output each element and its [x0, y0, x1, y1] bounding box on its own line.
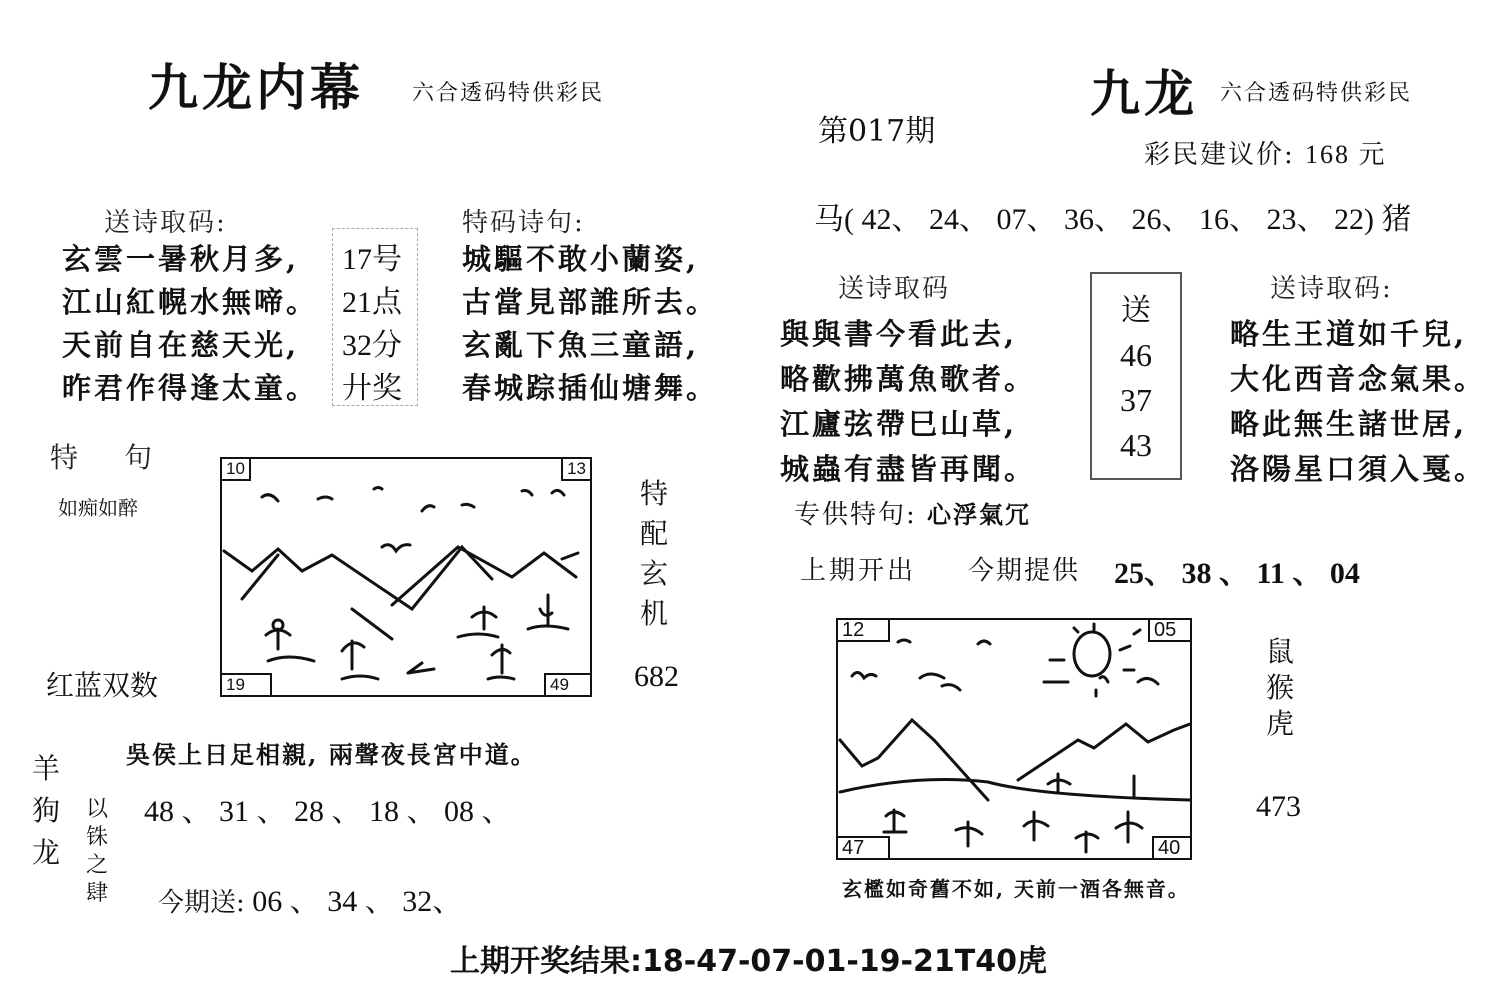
number: 04 — [1329, 557, 1360, 590]
right-verse: 玄檻如奇舊不如, 天前一酒各無音。 — [842, 877, 1190, 901]
result-value: 18-47-07-01-19-21T40虎 — [642, 944, 1047, 979]
zodiac-char: 龙 — [31, 836, 60, 869]
today-send-label: 今期送: — [158, 888, 245, 918]
right-poem-left-heading: 送诗取码 — [838, 274, 951, 304]
corner-number-bottom-left: 47 — [836, 836, 890, 860]
corner-number-bottom-right: 49 — [544, 673, 592, 697]
poem-line: 大化西音念氣果。 — [1230, 362, 1487, 396]
last-issue-label: 上期开出 — [800, 556, 917, 586]
left-side-vertical-text — [636, 474, 672, 634]
poem-line: 城蟲有盡皆再聞。 — [780, 452, 1037, 486]
corner-number-bottom-left: 19 — [220, 673, 272, 697]
right-side-vertical-text — [1262, 634, 1298, 742]
poem-line: 玄雲一暑秋月多, — [62, 242, 300, 276]
number: 06 — [252, 885, 283, 918]
vertical-char: 特 — [639, 477, 668, 510]
right-landscape-picture — [836, 618, 1192, 860]
center-box-line: 32分 — [342, 329, 402, 362]
right-subtitle: 六合透码特供彩民 — [1220, 81, 1413, 106]
number: 24 — [929, 203, 959, 236]
left-center-box-content — [342, 238, 402, 410]
hint-char: 铢 — [85, 825, 108, 850]
left-landscape-picture — [220, 457, 592, 697]
zodiac-vertical — [28, 748, 64, 874]
poem-line: 玄亂下魚三童語, — [462, 328, 700, 362]
number: 18 — [369, 795, 399, 828]
right-poem-left — [780, 312, 1036, 492]
number: 28 — [294, 795, 324, 828]
mountain-landscape-icon — [222, 459, 590, 695]
poem-line: 略歡拂萬魚歌者。 — [780, 362, 1037, 396]
poem-line: 江山紅幌水無啼。 — [62, 285, 319, 319]
corner-number-top-left: 10 — [220, 457, 251, 481]
center-box-line: 廾奖 — [342, 372, 402, 405]
vertical-char: 机 — [639, 597, 668, 630]
poem-line: 略此無生諸世居, — [1230, 407, 1468, 441]
number: 36 — [1064, 203, 1094, 236]
left-poem-send — [62, 238, 318, 410]
vertical-char: 配 — [639, 517, 668, 550]
today-send-row: 今期送: 06 、 34 、 32、 — [158, 885, 463, 918]
special-phrase-row — [794, 494, 1031, 531]
poem-line: 洛陽星口須入戛。 — [1230, 452, 1487, 486]
poem-line: 江廬弦帶巳山草, — [780, 407, 1018, 441]
corner-number-top-left: 12 — [836, 618, 890, 642]
right-poem-right-heading: 送诗取码: — [1270, 274, 1393, 304]
number: 48 — [144, 795, 174, 828]
special-phrase-label: 专供特句: — [794, 500, 917, 530]
number: 22 — [1334, 203, 1364, 236]
left-title: 九龙内幕 — [148, 58, 364, 117]
number: 42 — [861, 203, 892, 236]
right-center-box-content — [1090, 288, 1182, 468]
poem-line: 與與書今看此去, — [780, 317, 1018, 351]
hint-char: 以 — [85, 797, 108, 822]
number: 32 — [402, 885, 433, 918]
left-poem-special-heading: 特码诗句: — [462, 208, 585, 238]
corner-number-top-right: 05 — [1148, 618, 1192, 642]
vertical-char: 猴 — [1265, 671, 1294, 704]
right-poem-right — [1230, 312, 1486, 492]
special-phrase-text: 心浮氣冗 — [927, 500, 1032, 529]
right-title: 九龙 — [1090, 64, 1198, 123]
left-poem-send-heading: 送诗取码: — [104, 208, 227, 238]
left-poem-special — [462, 238, 718, 410]
number: 38 — [1181, 557, 1212, 590]
poem-line: 略生王道如千兒, — [1230, 317, 1468, 351]
vertical-char: 鼠 — [1265, 635, 1294, 668]
special-phrase-text: 如痴如醉 — [58, 496, 138, 520]
number: 08 — [444, 795, 474, 828]
poem-line: 昨君作得逢太童。 — [62, 371, 319, 405]
special-phrase-heading-a: 特 — [50, 441, 81, 474]
number: 07 — [996, 203, 1027, 236]
center-box-line: 37 — [1120, 382, 1152, 418]
hint-vertical — [84, 796, 110, 908]
this-issue-label: 今期提供 — [968, 556, 1081, 586]
vertical-char: 虎 — [1265, 707, 1294, 740]
center-box-line: 43 — [1120, 427, 1152, 463]
number: 26 — [1131, 203, 1162, 236]
left-subtitle: 六合透码特供彩民 — [412, 81, 605, 106]
number: 25 — [1114, 557, 1144, 590]
vertical-char: 玄 — [639, 557, 668, 590]
zodiac-char: 羊 — [31, 752, 60, 785]
zodiac-char: 狗 — [31, 794, 60, 827]
zodiac-end: 猪 — [1381, 202, 1412, 237]
center-box-line: 21点 — [342, 286, 402, 319]
poem-line: 春城踪插仙塘舞。 — [462, 371, 719, 405]
hint-char: 肆 — [85, 881, 108, 906]
corner-number-bottom-right: 40 — [1152, 836, 1192, 860]
left-side-number: 682 — [634, 660, 679, 693]
poem-line: 古當見部誰所去。 — [462, 285, 719, 319]
center-box-line: 17号 — [342, 243, 402, 276]
sun-mountain-landscape-icon — [838, 620, 1190, 858]
this-issue-numbers: 25、 38 、 11 、 04 — [1114, 557, 1360, 590]
last-draw-result — [450, 936, 1047, 980]
zodiac-range: 马( 42、 24、 07、 36、 26、 16、 23、 22) 猪 — [814, 202, 1412, 237]
result-label: 上期开奖结果: — [450, 944, 642, 979]
left-verse: 吳侯上日足相親, 兩聲夜長宮中道。 — [126, 740, 537, 769]
issue-number: 第017期 — [818, 114, 936, 149]
poem-line: 天前自在慈天光, — [62, 328, 300, 362]
price — [1144, 134, 1387, 171]
center-box-line: 46 — [1120, 337, 1152, 373]
corner-number-top-right: 13 — [561, 457, 592, 481]
zodiac-start: 马 — [814, 202, 844, 237]
red-blue-label: 红蓝双数 — [46, 669, 159, 702]
right-side-number: 473 — [1256, 790, 1301, 823]
price-value: 168 元 — [1305, 140, 1387, 169]
number: 31 — [219, 795, 249, 828]
number: 23 — [1266, 203, 1297, 236]
poem-line: 城驅不敢小蘭姿, — [462, 242, 700, 276]
hint-char: 之 — [85, 853, 108, 878]
numbers-row: 48 、 31 、 28 、 18 、 08 、 — [144, 795, 512, 828]
number: 34 — [327, 885, 358, 918]
number: 16 — [1199, 203, 1229, 236]
special-phrase-heading-b: 句 — [124, 441, 155, 474]
number: 11 — [1256, 557, 1285, 590]
center-box-line: 送 — [1121, 293, 1151, 328]
price-label: 彩民建议价: — [1144, 140, 1295, 170]
